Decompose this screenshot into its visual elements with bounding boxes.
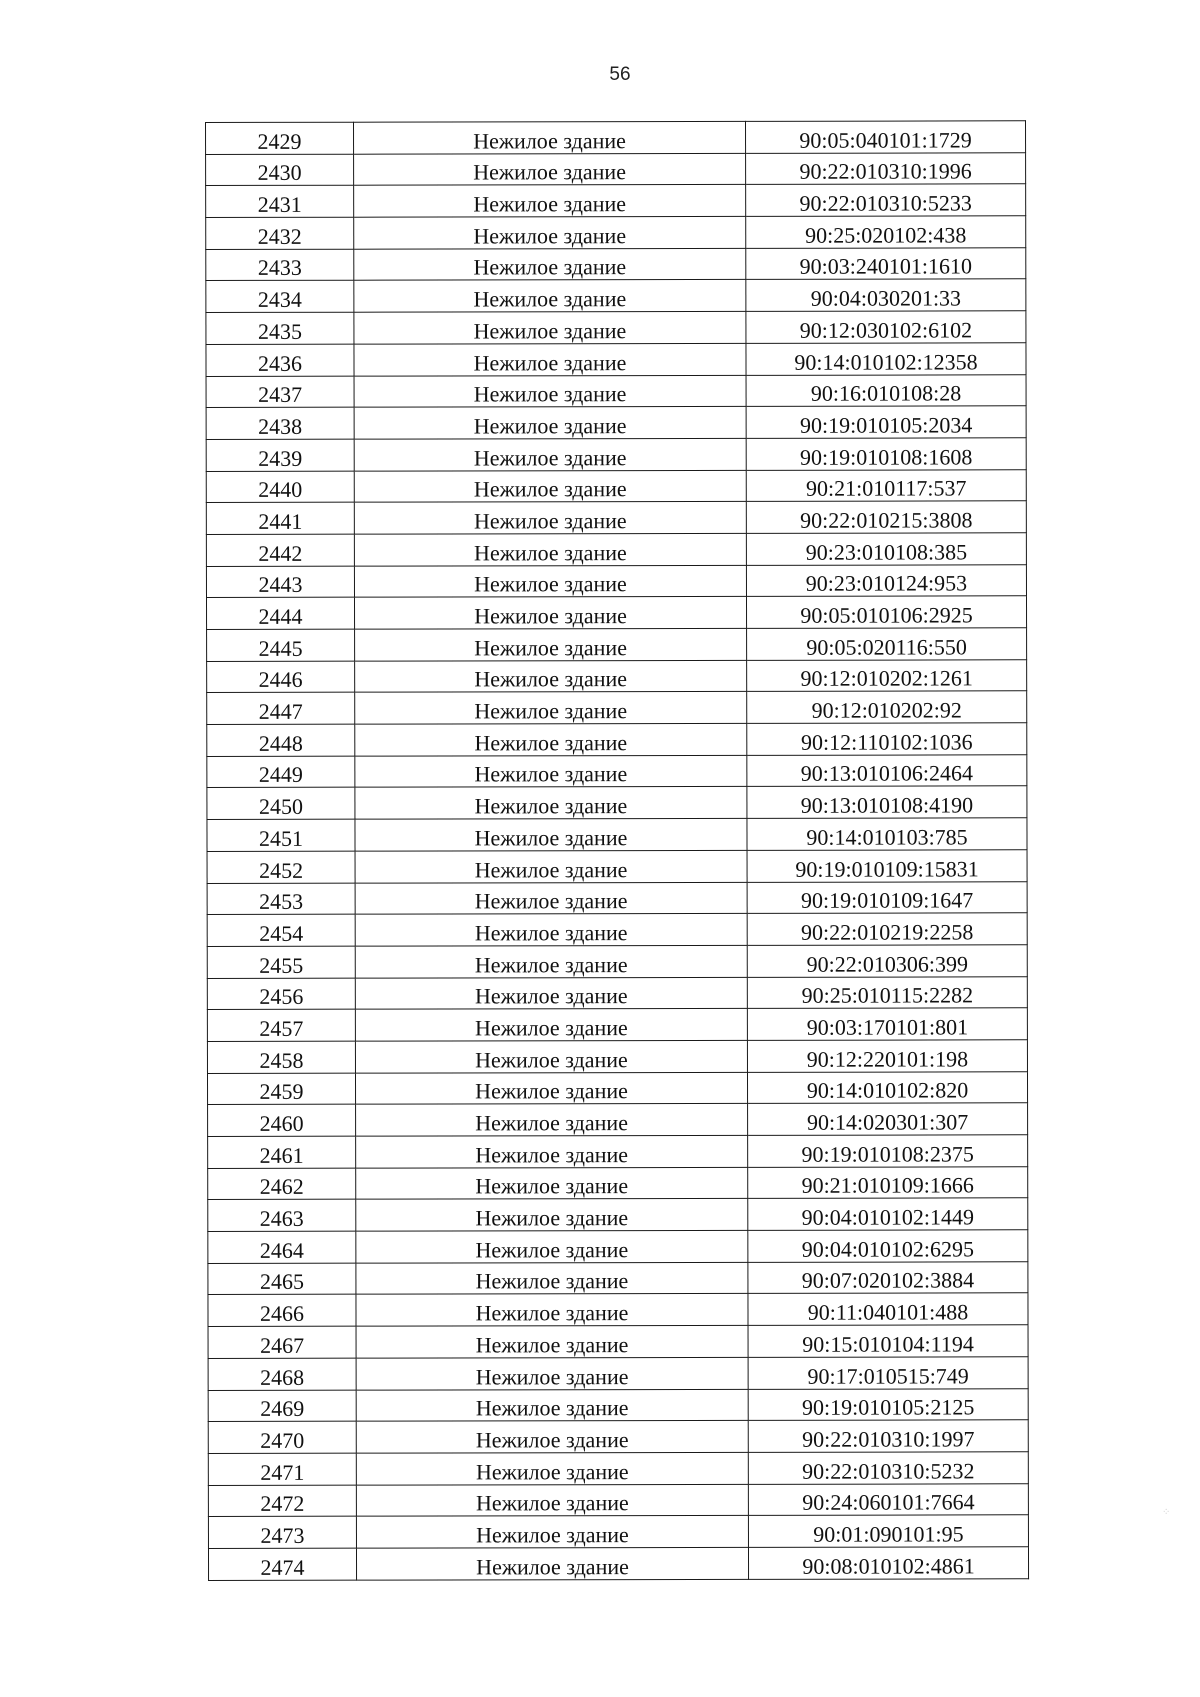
table-row bbox=[208, 1293, 1028, 1326]
row-number-cell: 2466 bbox=[208, 1295, 356, 1327]
row-number-cell: 2446 bbox=[207, 661, 355, 693]
object-type-cell: Нежилое здание bbox=[355, 1072, 747, 1105]
cadastral-number-cell: 90:17:010515:749 bbox=[748, 1357, 1028, 1389]
object-type-cell: Нежилое здание bbox=[355, 850, 747, 883]
cadastral-number-cell: 90:03:240101:1610 bbox=[746, 248, 1026, 280]
row-number-cell: 2448 bbox=[207, 724, 355, 756]
table-row bbox=[206, 501, 1026, 534]
table-row bbox=[208, 1357, 1028, 1390]
row-number-cell: 2463 bbox=[208, 1200, 356, 1232]
table-row bbox=[208, 1325, 1028, 1358]
cadastral-number-cell: 90:22:010219:2258 bbox=[747, 913, 1027, 945]
cadastral-number-cell: 90:04:030201:33 bbox=[746, 279, 1026, 311]
object-type-cell: Нежилое здание bbox=[355, 945, 747, 978]
table-row bbox=[208, 1230, 1028, 1263]
object-type-cell: Нежилое здание bbox=[354, 407, 746, 440]
object-type-cell: Нежилое здание bbox=[355, 914, 747, 947]
cadastral-number-cell: 90:21:010117:537 bbox=[746, 469, 1026, 501]
cadastral-number-cell: 90:22:010310:1996 bbox=[746, 152, 1026, 184]
table-row bbox=[207, 628, 1027, 661]
cadastral-number-cell: 90:12:220101:198 bbox=[747, 1040, 1027, 1072]
cadastral-number-cell: 90:03:170101:801 bbox=[747, 1008, 1027, 1040]
table-row bbox=[207, 723, 1027, 756]
row-number-cell: 2471 bbox=[208, 1453, 356, 1485]
object-type-cell: Нежилое здание bbox=[355, 818, 747, 851]
cadastral-number-cell: 90:25:010115:2282 bbox=[747, 976, 1027, 1008]
row-number-cell: 2436 bbox=[206, 344, 354, 376]
table-row bbox=[206, 343, 1026, 376]
cadastral-number-cell: 90:05:010106:2925 bbox=[746, 596, 1026, 628]
object-type-cell: Нежилое здание bbox=[355, 723, 747, 756]
table-row bbox=[208, 1420, 1028, 1453]
table-row bbox=[206, 279, 1026, 312]
object-type-cell: Нежилое здание bbox=[356, 1452, 748, 1485]
object-type-cell: Нежилое здание bbox=[354, 216, 746, 249]
table-row bbox=[206, 184, 1026, 217]
table-row bbox=[208, 1135, 1028, 1168]
object-type-cell: Нежилое здание bbox=[354, 343, 746, 376]
table-row bbox=[206, 469, 1026, 502]
cadastral-number-cell: 90:08:010102:4861 bbox=[748, 1547, 1028, 1579]
cadastral-number-cell: 90:23:010124:953 bbox=[746, 564, 1026, 596]
row-number-cell: 2472 bbox=[208, 1485, 356, 1517]
row-number-cell: 2445 bbox=[207, 629, 355, 661]
row-number-cell: 2449 bbox=[207, 756, 355, 788]
object-type-cell: Нежилое здание bbox=[356, 1294, 748, 1327]
cadastral-number-cell: 90:13:010108:4190 bbox=[747, 786, 1027, 818]
cadastral-number-cell: 90:14:020301:307 bbox=[748, 1103, 1028, 1135]
cadastral-number-cell: 90:14:010102:820 bbox=[747, 1071, 1027, 1103]
object-type-cell: Нежилое здание bbox=[356, 1135, 748, 1168]
table-row bbox=[206, 533, 1026, 566]
table-row bbox=[208, 1388, 1028, 1421]
object-type-cell: Нежилое здание bbox=[355, 787, 747, 820]
row-number-cell: 2439 bbox=[206, 439, 354, 471]
table-row bbox=[207, 913, 1027, 946]
cadastral-number-cell: 90:25:020102:438 bbox=[746, 216, 1026, 248]
row-number-cell: 2444 bbox=[206, 598, 354, 630]
cadastral-number-cell: 90:19:010108:2375 bbox=[748, 1135, 1028, 1167]
cadastral-number-cell: 90:19:010105:2125 bbox=[748, 1388, 1028, 1420]
cadastral-number-cell: 90:23:010108:385 bbox=[746, 533, 1026, 565]
table-row bbox=[206, 374, 1026, 407]
table-row bbox=[206, 248, 1026, 281]
table-row bbox=[208, 1262, 1028, 1295]
row-number-cell: 2456 bbox=[207, 978, 355, 1010]
table-body bbox=[206, 121, 1029, 1580]
cadastral-number-cell: 90:04:010102:6295 bbox=[748, 1230, 1028, 1262]
row-number-cell: 2442 bbox=[206, 534, 354, 566]
cadastral-number-cell: 90:14:010103:785 bbox=[747, 818, 1027, 850]
row-number-cell: 2429 bbox=[206, 122, 354, 154]
table-row bbox=[207, 1008, 1027, 1041]
row-number-cell: 2467 bbox=[208, 1326, 356, 1358]
table-row bbox=[208, 1198, 1028, 1231]
table-row bbox=[207, 659, 1027, 692]
table-row bbox=[208, 1452, 1028, 1485]
row-number-cell: 2450 bbox=[207, 788, 355, 820]
object-type-cell: Нежилое здание bbox=[354, 311, 746, 344]
cadastral-number-cell: 90:16:010108:28 bbox=[746, 374, 1026, 406]
table-row bbox=[207, 755, 1027, 788]
cadastral-number-cell: 90:22:010310:5233 bbox=[746, 184, 1026, 216]
object-type-cell: Нежилое здание bbox=[356, 1421, 748, 1454]
object-type-cell: Нежилое здание bbox=[355, 977, 747, 1010]
row-number-cell: 2465 bbox=[208, 1263, 356, 1295]
row-number-cell: 2469 bbox=[208, 1390, 356, 1422]
object-type-cell: Нежилое здание bbox=[354, 153, 746, 186]
table-row bbox=[206, 121, 1026, 154]
object-type-cell: Нежилое здание bbox=[355, 692, 747, 725]
object-type-cell: Нежилое здание bbox=[356, 1199, 748, 1232]
row-number-cell: 2453 bbox=[207, 883, 355, 915]
cadastral-number-cell: 90:22:010310:5232 bbox=[748, 1452, 1028, 1484]
row-number-cell: 2441 bbox=[206, 502, 354, 534]
object-type-cell: Нежилое здание bbox=[354, 248, 746, 281]
object-type-cell: Нежилое здание bbox=[354, 375, 746, 408]
cadastral-number-cell: 90:01:090101:95 bbox=[748, 1515, 1028, 1547]
cadastral-number-cell: 90:04:010102:1449 bbox=[748, 1198, 1028, 1230]
object-type-cell: Нежилое здание bbox=[354, 502, 746, 535]
table-row bbox=[206, 406, 1026, 439]
row-number-cell: 2443 bbox=[206, 566, 354, 598]
object-type-cell: Нежилое здание bbox=[354, 438, 746, 471]
row-number-cell: 2455 bbox=[207, 946, 355, 978]
cadastral-number-cell: 90:19:010105:2034 bbox=[746, 406, 1026, 438]
row-number-cell: 2468 bbox=[208, 1358, 356, 1390]
object-type-cell: Нежилое здание bbox=[355, 882, 747, 915]
cadastral-number-cell: 90:19:010109:15831 bbox=[747, 850, 1027, 882]
object-type-cell: Нежилое здание bbox=[354, 533, 746, 566]
table-row bbox=[207, 691, 1027, 724]
row-number-cell: 2457 bbox=[207, 1009, 355, 1041]
cadastral-number-cell: 90:19:010108:1608 bbox=[746, 438, 1026, 470]
row-number-cell: 2464 bbox=[208, 1231, 356, 1263]
row-number-cell: 2440 bbox=[206, 471, 354, 503]
object-type-cell: Нежилое здание bbox=[354, 121, 746, 154]
cadastral-number-cell: 90:22:010215:3808 bbox=[746, 501, 1026, 533]
object-type-cell: Нежилое здание bbox=[356, 1484, 748, 1517]
object-type-cell: Нежилое здание bbox=[356, 1325, 748, 1358]
table-row bbox=[207, 976, 1027, 1009]
object-type-cell: Нежилое здание bbox=[354, 280, 746, 313]
table-row bbox=[207, 850, 1027, 883]
table-row bbox=[207, 945, 1027, 978]
table-row bbox=[206, 438, 1026, 471]
row-number-cell: 2447 bbox=[207, 693, 355, 725]
cadastral-number-cell: 90:13:010106:2464 bbox=[747, 755, 1027, 787]
object-type-cell: Нежилое здание bbox=[354, 470, 746, 503]
cadastral-number-cell: 90:15:010104:1194 bbox=[748, 1325, 1028, 1357]
table-row bbox=[207, 818, 1027, 851]
table-row bbox=[208, 1483, 1028, 1516]
object-type-cell: Нежилое здание bbox=[356, 1167, 748, 1200]
table-row bbox=[207, 1040, 1027, 1073]
object-type-cell: Нежилое здание bbox=[356, 1389, 748, 1422]
object-type-cell: Нежилое здание bbox=[356, 1357, 748, 1390]
cadastral-number-cell: 90:05:020116:550 bbox=[747, 628, 1027, 660]
cadastral-number-cell: 90:24:060101:7664 bbox=[748, 1483, 1028, 1515]
table-row bbox=[208, 1515, 1028, 1548]
table-row bbox=[207, 881, 1027, 914]
table-row bbox=[207, 786, 1027, 819]
row-number-cell: 2432 bbox=[206, 217, 354, 249]
table-row bbox=[206, 311, 1026, 344]
row-number-cell: 2437 bbox=[206, 376, 354, 408]
table-row bbox=[208, 1103, 1028, 1136]
cadastral-number-cell: 90:07:020102:3884 bbox=[748, 1262, 1028, 1294]
table-row bbox=[208, 1166, 1028, 1199]
cadastral-number-cell: 90:12:010202:92 bbox=[747, 691, 1027, 723]
object-type-cell: Нежилое здание bbox=[354, 565, 746, 598]
table-row bbox=[207, 1071, 1027, 1104]
cadastral-number-cell: 90:12:110102:1036 bbox=[747, 723, 1027, 755]
cadastral-number-cell: 90:14:010102:12358 bbox=[746, 343, 1026, 375]
table-row bbox=[206, 564, 1026, 597]
object-type-cell: Нежилое здание bbox=[356, 1230, 748, 1263]
row-number-cell: 2462 bbox=[208, 1168, 356, 1200]
cadastral-number-cell: 90:05:040101:1729 bbox=[745, 121, 1025, 153]
row-number-cell: 2461 bbox=[208, 1136, 356, 1168]
scan-artifact: ⁘ bbox=[1162, 1507, 1171, 1518]
cadastral-number-cell: 90:22:010306:399 bbox=[747, 945, 1027, 977]
object-type-cell: Нежилое здание bbox=[355, 628, 747, 661]
table-row bbox=[206, 596, 1026, 629]
cadastral-number-cell: 90:11:040101:488 bbox=[748, 1293, 1028, 1325]
object-type-cell: Нежилое здание bbox=[354, 185, 746, 218]
object-type-cell: Нежилое здание bbox=[355, 1040, 747, 1073]
cadastral-number-cell: 90:12:010202:1261 bbox=[747, 659, 1027, 691]
object-type-cell: Нежилое здание bbox=[356, 1516, 748, 1549]
object-type-cell: Нежилое здание bbox=[356, 1262, 748, 1295]
row-number-cell: 2430 bbox=[206, 154, 354, 186]
cadastral-number-cell: 90:12:030102:6102 bbox=[746, 311, 1026, 343]
cadastral-number-cell: 90:22:010310:1997 bbox=[748, 1420, 1028, 1452]
row-number-cell: 2434 bbox=[206, 281, 354, 313]
object-type-cell: Нежилое здание bbox=[355, 1009, 747, 1042]
row-number-cell: 2460 bbox=[208, 1104, 356, 1136]
object-type-cell: Нежилое здание bbox=[354, 597, 746, 630]
table-row bbox=[206, 216, 1026, 249]
object-type-cell: Нежилое здание bbox=[355, 660, 747, 693]
row-number-cell: 2458 bbox=[207, 1041, 355, 1073]
cadastral-number-cell: 90:21:010109:1666 bbox=[748, 1166, 1028, 1198]
table-row bbox=[206, 152, 1026, 185]
row-number-cell: 2454 bbox=[207, 914, 355, 946]
page-number: 56 bbox=[609, 64, 631, 85]
row-number-cell: 2474 bbox=[208, 1548, 356, 1580]
row-number-cell: 2473 bbox=[208, 1516, 356, 1548]
cadastral-number-cell: 90:19:010109:1647 bbox=[747, 881, 1027, 913]
row-number-cell: 2452 bbox=[207, 851, 355, 883]
row-number-cell: 2459 bbox=[207, 1073, 355, 1105]
row-number-cell: 2433 bbox=[206, 249, 354, 281]
row-number-cell: 2470 bbox=[208, 1421, 356, 1453]
table-row bbox=[208, 1547, 1028, 1580]
object-type-cell: Нежилое здание bbox=[356, 1104, 748, 1137]
row-number-cell: 2431 bbox=[206, 186, 354, 218]
row-number-cell: 2451 bbox=[207, 819, 355, 851]
registry-table bbox=[205, 120, 1029, 1580]
object-type-cell: Нежилое здание bbox=[355, 755, 747, 788]
row-number-cell: 2438 bbox=[206, 407, 354, 439]
object-type-cell: Нежилое здание bbox=[356, 1547, 748, 1580]
row-number-cell: 2435 bbox=[206, 312, 354, 344]
